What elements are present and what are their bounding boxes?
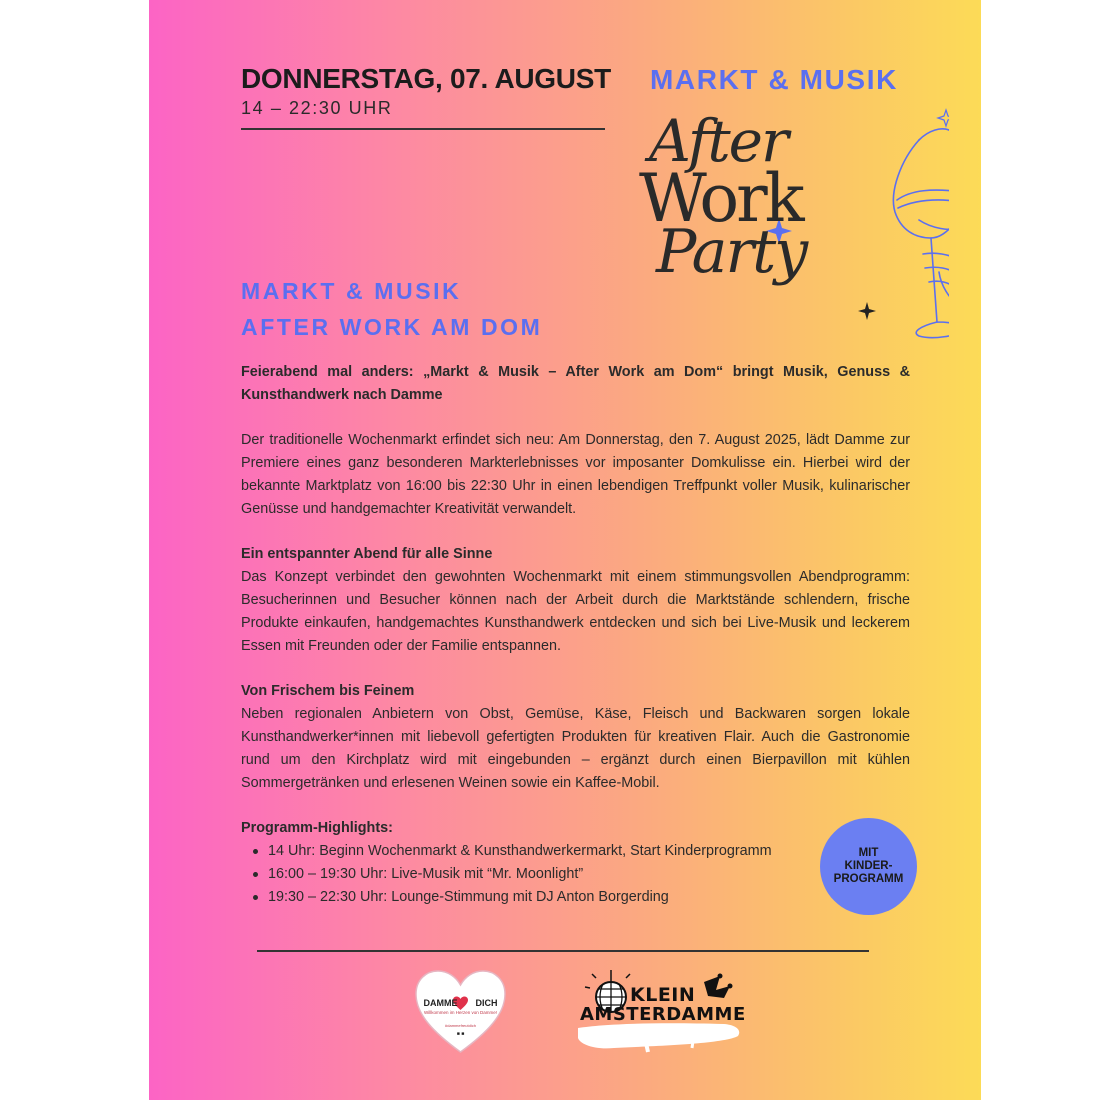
damme-dich-logo [413, 968, 508, 1056]
divider [241, 128, 605, 130]
badge-text: MIT KINDER- PROGRAMM [833, 847, 904, 885]
amsterdamme-text: AMSTERDAMME [580, 1004, 746, 1025]
after-work-party-logo [619, 100, 949, 350]
party-word-after: After [649, 107, 787, 175]
article-lead: Feierabend mal anders: „Markt & Musik – After Work am Dom“ bringt Musik, Genuss & Kunsthandwerk nach Damme [241, 364, 910, 403]
klein-amsterdamme-logo [574, 968, 754, 1058]
section2-text: Neben regionalen Anbietern von Obst, Gemüse, Käse, Fleisch und Backwaren sorgen lokale Kunsthandwerker*innen mit liebevoll gefertigten Produkten für kreativen Flair. Auch die Gastronomie rund um den Kirchplatz wird mit eingebunden – ergänzt durch einen Bierpavillon mit kühlen Sommergetränken und erlesenen Weinen sowie ein Kaffee-Mobil. [241, 706, 910, 791]
highlight-item: 14 Uhr: Beginn Wochenmarkt & Kunsthandwerkermarkt, Start Kinderprogramm [241, 840, 910, 863]
event-time: 14 – 22:30 UHR [241, 98, 393, 118]
article-body [241, 361, 910, 909]
section-heading-markt: MARKT & MUSIK [241, 278, 462, 304]
section-heading-afterwork: AFTER WORK AM DOM [241, 314, 543, 340]
damme-logo-hashtag: #dammefreutdich [445, 1023, 476, 1028]
article-intro: Der traditionelle Wochenmarkt erfindet sich neu: Am Donnerstag, den 7. August 2025, lädt Damme zur Premiere eines ganz besonderen Markterlebnisses vor imposanter Domkulisse ein. Hierbei wird der bekannte Marktplatz von 16:00 bis 22:30 Uhr in einen lebendigen Treffpunkt voller Musik, kulinarischer Genüsse und handgemachter Kreativität verwandelt. [241, 432, 910, 517]
footer-divider [257, 950, 869, 952]
kinderprogramm-badge [820, 818, 917, 915]
event-date: DONNERSTAG, 07. AUGUST [241, 63, 611, 94]
party-word-party: Party [656, 217, 807, 287]
highlight-item: 16:00 – 19:30 Uhr: Live-Musik mit “Mr. Moonlight” [241, 863, 910, 886]
event-flyer [149, 0, 981, 1100]
damme-logo-slogan: Willkommen im Herzen von Damme! [423, 1010, 497, 1015]
damme-logo-name: DAMME DICH [423, 998, 498, 1008]
highlights-list [241, 840, 910, 909]
party-word-work: Work [639, 160, 802, 237]
social-icons: ■ ■ [456, 1031, 465, 1037]
section1-title: Ein entspannter Abend für alle Sinne [241, 546, 493, 562]
highlight-item: 19:30 – 22:30 Uhr: Lounge-Stimmung mit DJ Anton Borgerding [241, 886, 910, 909]
section1-text: Das Konzept verbindet den gewohnten Wochenmarkt mit einem stimmungsvollen Abendprogramm: Besucherinnen und Besucher können nach der Arbeit durch die Marktstände schlendern, frische Produkte einkaufen, handgemachtes Kunsthandwerk entdecken und sich bei Live-Musik und leckerem Essen mit Freunden oder der Familie entspannen. [241, 569, 910, 654]
highlights-title: Programm-Highlights: [241, 820, 393, 836]
brand-title: MARKT & MUSIK [650, 64, 898, 95]
klein-text: KLEIN [630, 984, 696, 1006]
section2-title: Von Frischem bis Feinem [241, 683, 415, 699]
